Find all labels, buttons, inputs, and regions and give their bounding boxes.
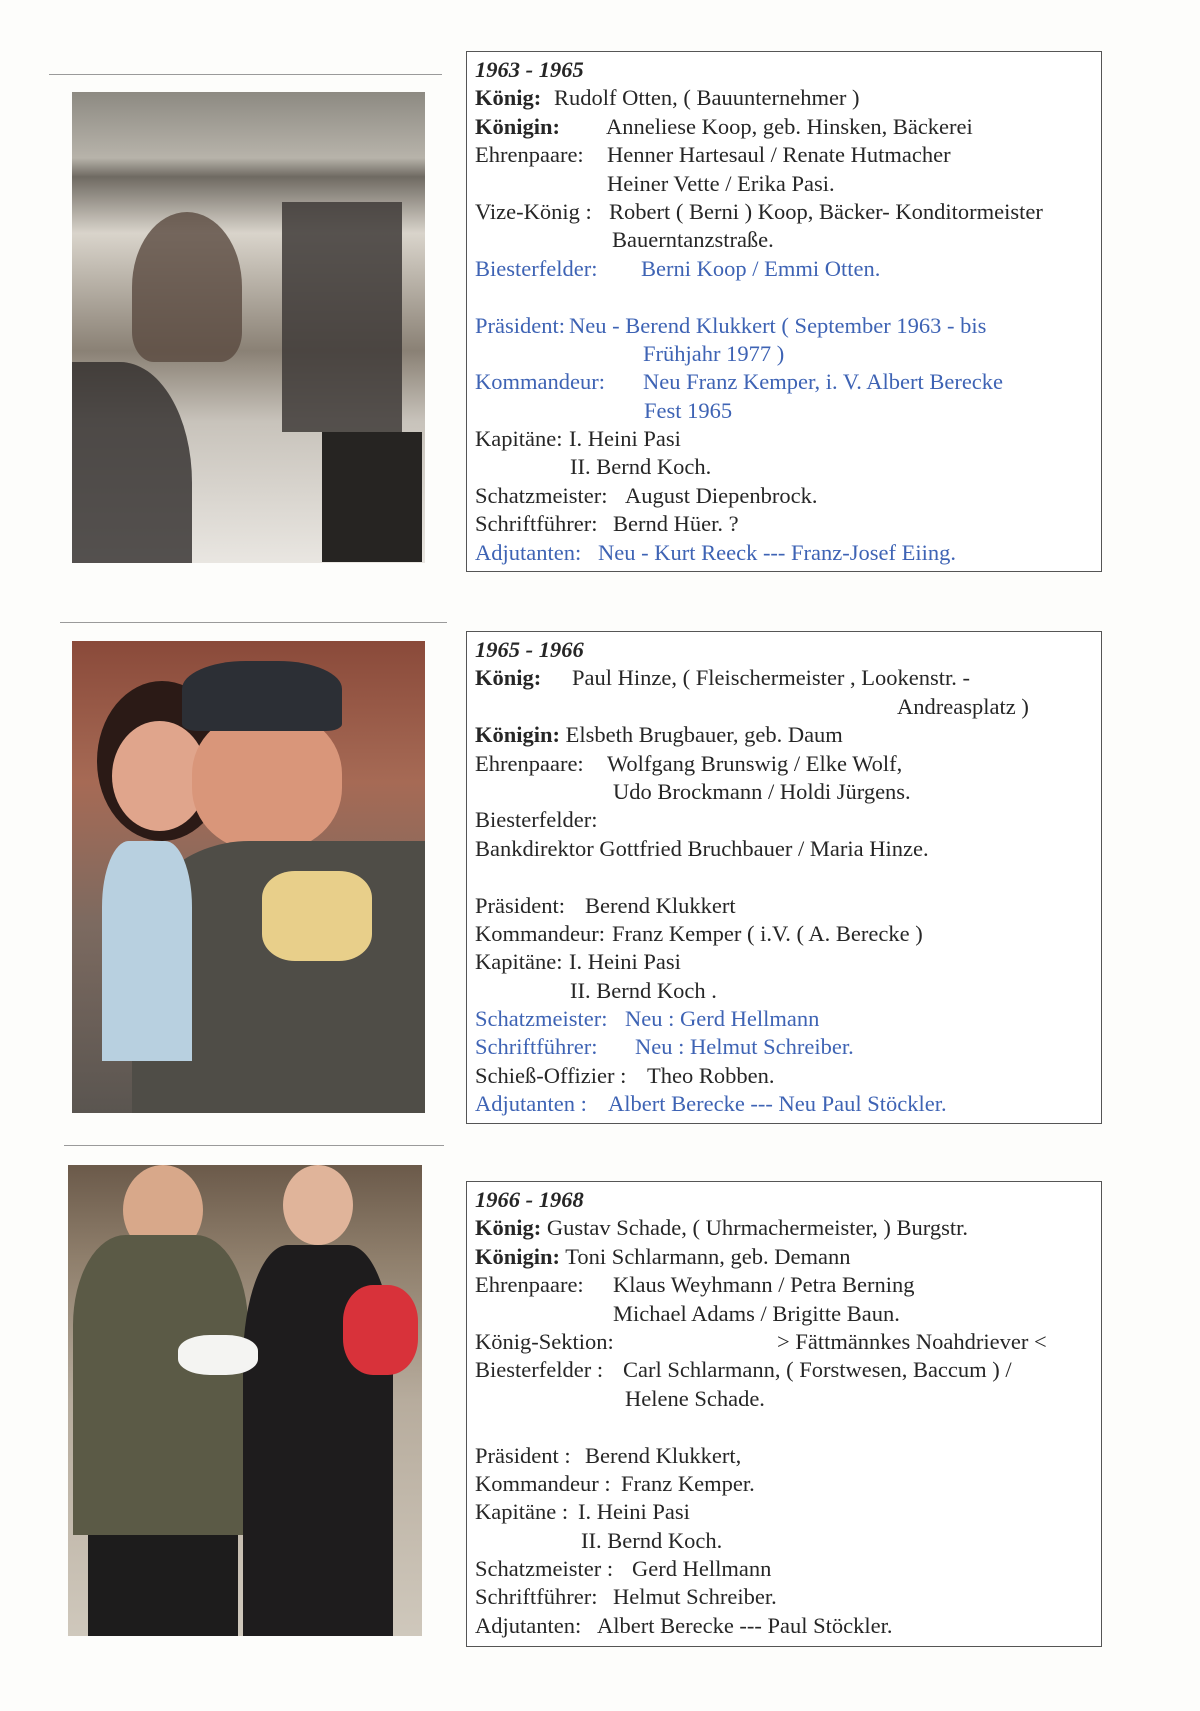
photo-1963-king-toast xyxy=(72,92,425,563)
field-label: Biesterfelder: xyxy=(475,255,598,281)
field-label: Schriftführer: xyxy=(475,1584,598,1610)
text-line xyxy=(475,1328,1093,1356)
field-value: Berend Klukkert, xyxy=(585,1442,742,1468)
field-value: Fest 1965 xyxy=(644,397,733,423)
field-value: Michael Adams / Brigitte Baun. xyxy=(613,1300,900,1326)
field-label: Schriftführer: xyxy=(475,511,598,537)
field-label: Vize-König : xyxy=(475,198,592,224)
field-label: Ehrenpaare: xyxy=(475,142,584,168)
field-value: Bernd Hüer. ? xyxy=(613,511,739,537)
field-label: Biesterfelder : xyxy=(475,1357,604,1383)
field-label: Adjutanten : xyxy=(475,1091,587,1117)
text-line xyxy=(475,1033,1093,1061)
field-label: Kommandeur: xyxy=(475,369,605,395)
field-value: Neu : Gerd Hellmann xyxy=(625,1006,820,1032)
field-value: August Diepenbrock. xyxy=(625,482,818,508)
text-line xyxy=(475,1271,1093,1299)
field-label: Königin: xyxy=(475,1243,561,1269)
field-value: Neu - Kurt Reeck --- Franz-Josef Eiing. xyxy=(598,539,957,565)
field-label: Präsident: xyxy=(475,892,565,918)
text-line xyxy=(475,1243,1093,1271)
photo-1966-king-queen xyxy=(68,1165,422,1636)
section-divider xyxy=(64,1145,444,1146)
field-label: Schriftführer: xyxy=(475,1034,598,1060)
field-label: Adjutanten: xyxy=(475,1612,582,1638)
text-line xyxy=(475,113,1093,141)
field-value: Helmut Schreiber. xyxy=(613,1584,777,1610)
field-label: König: xyxy=(475,85,542,111)
text-line xyxy=(475,539,1093,567)
field-label: Schatzmeister: xyxy=(475,1006,608,1032)
text-line xyxy=(475,1005,1093,1033)
field-value: Berend Klukkert xyxy=(585,892,736,918)
field-value: Henner Hartesaul / Renate Hutmacher xyxy=(607,142,951,168)
field-value: I. Heini Pasi xyxy=(578,1499,690,1525)
text-line xyxy=(475,1090,1093,1118)
years-heading: 1965 - 1966 xyxy=(475,637,584,662)
text-line xyxy=(475,141,1093,169)
field-value: I. Heini Pasi xyxy=(569,949,681,975)
section-divider xyxy=(60,622,447,623)
text-line xyxy=(475,1062,1093,1090)
info-box-1966-1968 xyxy=(466,1181,1102,1647)
field-label: Schatzmeister: xyxy=(475,482,608,508)
field-value: Neu : Helmut Schreiber. xyxy=(635,1034,854,1060)
text-line xyxy=(475,1555,1093,1583)
field-value: Franz Kemper ( i.V. ( A. Berecke ) xyxy=(612,920,923,946)
field-label: Kommandeur : xyxy=(475,1470,611,1496)
field-value: II. Bernd Koch. xyxy=(581,1527,723,1553)
text-line xyxy=(475,664,1093,692)
text-line xyxy=(475,1356,1093,1384)
text-line xyxy=(475,1583,1093,1611)
info-box-1965-1966 xyxy=(466,631,1102,1124)
text-line xyxy=(475,721,1093,749)
field-value: Gerd Hellmann xyxy=(632,1556,772,1582)
field-label: Königin: xyxy=(475,722,561,748)
text-line xyxy=(475,510,1093,538)
field-value: Gustav Schade, ( Uhrmachermeister, ) Burgstr. xyxy=(546,1215,968,1241)
field-label: Ehrenpaare: xyxy=(475,1272,584,1298)
field-value: Theo Robben. xyxy=(647,1062,775,1088)
field-value: Neu - Berend Klukkert ( September 1963 - bis xyxy=(569,312,987,338)
field-label: Biesterfelder: xyxy=(475,807,598,833)
field-value: II. Bernd Koch. xyxy=(570,454,712,480)
field-value: Klaus Weyhmann / Petra Berning xyxy=(613,1272,915,1298)
text-line xyxy=(475,1214,1093,1242)
section-divider xyxy=(49,74,442,75)
text-line xyxy=(475,425,1093,453)
field-label: Königin: xyxy=(475,113,561,139)
text-line xyxy=(475,1498,1093,1526)
field-value: Berni Koop / Emmi Otten. xyxy=(641,255,881,281)
text-line xyxy=(475,84,1093,112)
field-label: König-Sektion: xyxy=(475,1328,614,1354)
field-value: I. Heini Pasi xyxy=(569,426,681,452)
text-line xyxy=(475,198,1093,226)
field-label: Schatzmeister : xyxy=(475,1556,614,1582)
field-value: Franz Kemper. xyxy=(621,1470,755,1496)
field-label: Kapitäne: xyxy=(475,426,563,452)
field-label: Präsident: xyxy=(475,312,565,338)
years-heading: 1966 - 1968 xyxy=(475,1187,584,1212)
field-value: > Fättmännkes Noahdriever < xyxy=(777,1328,1047,1354)
field-value: Robert ( Berni ) Koop, Bäcker- Konditormeister xyxy=(609,198,1043,224)
text-line xyxy=(475,1612,1093,1640)
field-label: König: xyxy=(475,665,542,691)
text-line xyxy=(475,892,1093,920)
field-value: Bauerntanzstraße. xyxy=(612,227,774,253)
years-heading: 1963 - 1965 xyxy=(475,57,584,82)
text-line xyxy=(475,482,1093,510)
text-line xyxy=(475,948,1093,976)
field-value: Heiner Vette / Erika Pasi. xyxy=(607,170,835,196)
field-value: Albert Berecke --- Neu Paul Stöckler. xyxy=(608,1091,947,1117)
field-value: Neu Franz Kemper, i. V. Albert Berecke xyxy=(643,369,1004,395)
text-line xyxy=(475,750,1093,778)
field-value: Albert Berecke --- Paul Stöckler. xyxy=(597,1612,893,1638)
field-value: Udo Brockmann / Holdi Jürgens. xyxy=(613,778,911,804)
field-value: Wolfgang Brunswig / Elke Wolf, xyxy=(607,750,903,776)
text-line xyxy=(475,368,1093,396)
field-label: Kapitäne: xyxy=(475,949,563,975)
field-label: Ehrenpaare: xyxy=(475,750,584,776)
field-label: König: xyxy=(475,1215,542,1241)
field-value: Toni Schlarmann, geb. Demann xyxy=(565,1243,851,1269)
text-line xyxy=(475,1442,1093,1470)
info-box-1963-1965 xyxy=(466,51,1102,572)
field-value: II. Bernd Koch . xyxy=(570,977,717,1003)
field-value: Rudolf Otten, ( Bauunternehmer ) xyxy=(554,85,860,111)
text-line xyxy=(475,312,1093,340)
field-value: Anneliese Koop, geb. Hinsken, Bäckerei xyxy=(606,113,973,139)
field-label: Kommandeur: xyxy=(475,920,605,946)
field-label: Kapitäne : xyxy=(475,1499,569,1525)
field-value: Frühjahr 1977 ) xyxy=(643,340,785,366)
field-value: Bankdirektor Gottfried Bruchbauer / Maria Hinze. xyxy=(475,835,929,861)
field-label: Adjutanten: xyxy=(475,539,582,565)
text-line xyxy=(475,255,1093,283)
field-value: Paul Hinze, ( Fleischermeister , Lookenstr. - xyxy=(572,665,971,691)
field-value: Andreasplatz ) xyxy=(897,693,1029,719)
field-value: Helene Schade. xyxy=(625,1385,765,1411)
field-label: Schieß-Offizier : xyxy=(475,1062,627,1088)
text-line xyxy=(475,920,1093,948)
field-value: Carl Schlarmann, ( Forstwesen, Baccum ) / xyxy=(623,1357,1012,1383)
field-label: Präsident : xyxy=(475,1442,571,1468)
text-line xyxy=(475,1470,1093,1498)
photo-1965-king-queen xyxy=(72,641,425,1113)
field-value: Elsbeth Brugbauer, geb. Daum xyxy=(565,722,843,748)
